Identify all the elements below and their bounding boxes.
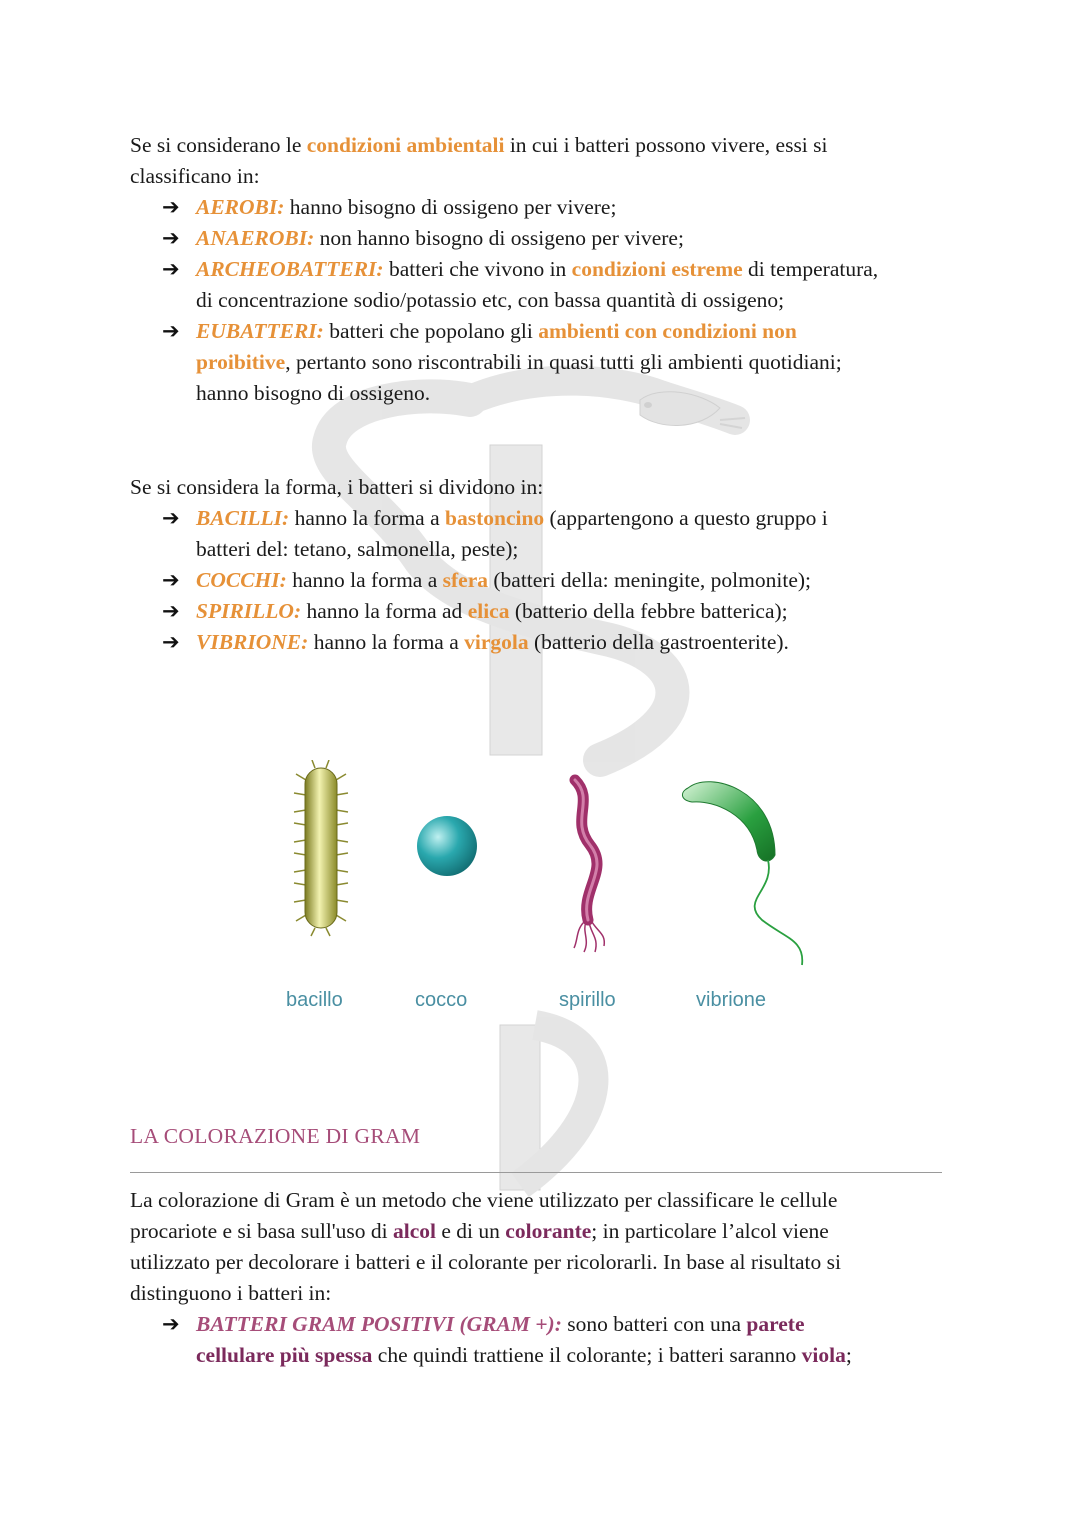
list-item-eubatteri: EUBATTERI: batteri che popolano gli ambienti con condizioni non — [196, 319, 797, 343]
list-item-aerobi: AEROBI: hanno bisogno di ossigeno per vivere; — [196, 195, 617, 219]
caption-bacillo: bacillo — [286, 989, 343, 1011]
list-item-gram-positivi: BATTERI GRAM POSITIVI (GRAM +): sono batteri con una parete — [196, 1312, 805, 1336]
bullet-arrow-icon: ➔ — [162, 319, 180, 343]
list-item-bacilli: BACILLI: hanno la forma a bastoncino (appartengono a questo gruppo i — [196, 506, 828, 530]
list-item-spirillo: SPIRILLO: hanno la forma ad elica (batterio della febbre batterica); — [196, 599, 788, 623]
caption-vibrione: vibrione — [696, 989, 767, 1011]
bullet-arrow-icon: ➔ — [162, 257, 180, 281]
bullet-arrow-icon: ➔ — [162, 1312, 180, 1336]
list-item-cocchi: COCCHI: hanno la forma a sfera (batteri della: meningite, polmonite); — [196, 568, 812, 592]
bullet-arrow-icon: ➔ — [162, 506, 180, 530]
env-intro-line-2: classificano in: — [130, 164, 260, 188]
bullet-arrow-icon: ➔ — [162, 599, 180, 623]
list-item-vibrione: VIBRIONE: hanno la forma a virgola (batterio della gastroenterite). — [196, 630, 789, 654]
cocco-cell-icon — [417, 816, 477, 876]
caption-cocco: cocco — [415, 989, 468, 1011]
bullet-arrow-icon: ➔ — [162, 195, 180, 219]
gram-paragraph-line-1: La colorazione di Gram è un metodo che viene utilizzato per classificare le cellule — [130, 1188, 838, 1212]
list-item-bacilli-cont: batteri del: tetano, salmonella, peste); — [196, 537, 519, 561]
list-item-eubatteri-cont-2: hanno bisogno di ossigeno. — [196, 381, 431, 405]
shape-intro-line: Se si considera la forma, i batteri si dividono in: — [130, 475, 544, 499]
list-item-eubatteri-cont: proibitive, pertanto sono riscontrabili in quasi tutti gli ambienti quotidiani; — [196, 350, 842, 374]
caption-spirillo: spirillo — [559, 989, 616, 1011]
list-item-archeobatteri: ARCHEOBATTERI: batteri che vivono in condizioni estreme di temperatura, — [196, 257, 879, 281]
list-item-archeobatteri-cont: di concentrazione sodio/potassio etc, con bassa quantità di ossigeno; — [196, 288, 785, 312]
vibrione-cell-icon — [682, 782, 802, 965]
bullet-arrow-icon: ➔ — [162, 226, 180, 250]
gram-paragraph-line-4: distinguono i batteri in: — [130, 1281, 332, 1305]
bacillo-cell-icon — [294, 760, 348, 936]
spirillo-cell-icon — [574, 780, 604, 952]
gram-paragraph-line-2: procariote e si basa sull'uso di alcol e di un colorante; in particolare l’alcol viene — [130, 1219, 829, 1243]
list-item-gram-positivi-cont: cellulare più spessa che quindi trattiene il colorante; i batteri saranno viola; — [196, 1343, 852, 1367]
bullet-arrow-icon: ➔ — [162, 568, 180, 592]
heading-divider — [130, 1172, 942, 1173]
gram-heading: LA COLORAZIONE DI GRAM — [130, 1124, 421, 1148]
list-item-anaerobi: ANAEROBI: non hanno bisogno di ossigeno per vivere; — [196, 226, 684, 250]
bacteria-shapes-figure — [270, 760, 830, 980]
env-intro-line: Se si considerano le condizioni ambientali in cui i batteri possono vivere, essi si — [130, 133, 828, 157]
bullet-arrow-icon: ➔ — [162, 630, 180, 654]
gram-paragraph-line-3: utilizzato per decolorare i batteri e il colorante per ricolorarli. In base al risultato si — [130, 1250, 841, 1274]
